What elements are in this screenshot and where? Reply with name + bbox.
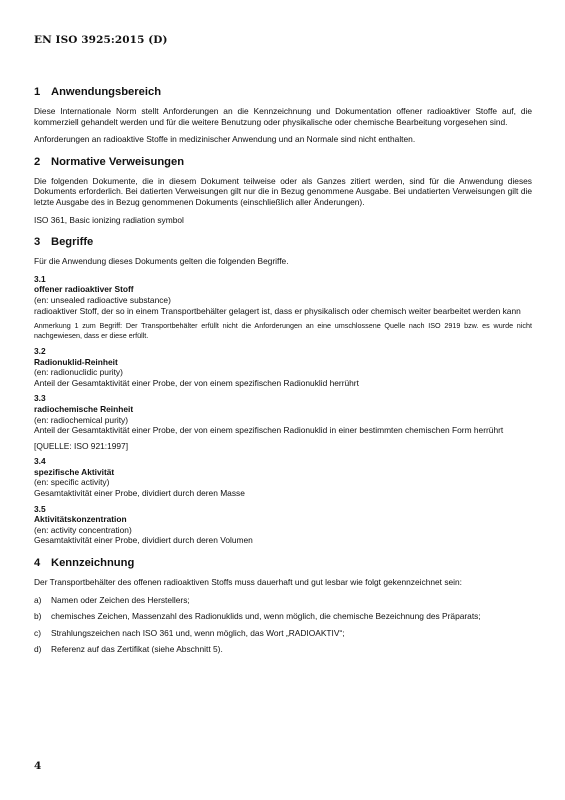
term-english: (en: activity concentration)	[34, 524, 132, 535]
list-text: Strahlungszeichen nach ISO 361 und, wenn möglich, das Wort „RADIOAKTIV“;	[51, 627, 345, 638]
section-3	[34, 236, 532, 546]
marking-list	[34, 595, 532, 655]
paragraph: ISO 361, Basic ionizing radiation symbol	[34, 214, 184, 225]
term-entry	[34, 456, 532, 498]
term-name: spezifische Aktivität	[34, 466, 115, 477]
term-name: radiochemische Reinheit	[34, 403, 134, 414]
section-4	[34, 557, 532, 655]
section-2	[34, 156, 532, 225]
list-item	[34, 595, 532, 606]
section-heading	[34, 557, 532, 570]
section-number: 2	[34, 155, 41, 168]
list-marker: b)	[34, 611, 42, 622]
list-item	[34, 611, 532, 622]
paragraph: Anforderungen an radioaktive Stoffe in medizinischer Anwendung und an Normale sind nicht enthalten.	[34, 134, 416, 145]
list-item	[34, 628, 532, 639]
term-english: (en: radionuclidic purity)	[34, 367, 123, 378]
paragraph: Diese Internationale Norm stellt Anforderungen an die Kennzeichnung und Dokumentation offener radioaktiver Stoffe auf, die kommerziell gehandelt werden und für die weitere Benutzung oder physikalische oder chemische Bearbeitung vorgesehen sind.	[34, 106, 532, 127]
section-number: 1	[34, 86, 41, 98]
section-intro: Für die Anwendung dieses Dokuments gelten die folgenden Begriffe.	[34, 256, 289, 267]
term-entry	[34, 504, 532, 546]
term-name: Aktivitätskonzentration	[34, 514, 127, 525]
list-marker: d)	[34, 644, 42, 655]
section-title: Begriffe	[51, 236, 94, 249]
section-heading	[34, 236, 532, 249]
section-number: 4	[34, 557, 41, 570]
term-number: 3.4	[34, 456, 46, 467]
term-definition: Gesamtaktivität einer Probe, dividiert durch deren Masse	[34, 488, 245, 499]
term-entry	[34, 346, 532, 388]
term-number: 3.1	[34, 273, 46, 284]
section-title: Anwendungsbereich	[51, 86, 162, 98]
document-body	[34, 86, 532, 666]
section-title: Kennzeichnung	[51, 557, 135, 570]
list-marker: a)	[34, 594, 42, 605]
document-header: EN ISO 3925:2015 (D)	[34, 34, 168, 46]
term-number: 3.5	[34, 503, 46, 514]
paragraph: Die folgenden Dokumente, die in diesem Dokument teilweise oder als Ganzes zitiert werden, sind für die Anwendung dieses Dokuments erforderlich. Bei datierten Verweisungen gilt nur die in Bezug genommene Ausgabe. Bei undatierten Verweisungen gilt die letzte Ausgabe des in Bezug genommenen Dokuments (einschließlich aller Änderungen).	[34, 175, 532, 207]
term-english: (en: radiochemical purity)	[34, 414, 129, 425]
section-intro: Der Transportbehälter des offenen radioaktiven Stoffs muss dauerhaft und gut lesbar wie folgt gekennzeichnet sein:	[34, 577, 463, 588]
term-english: (en: specific activity)	[34, 477, 110, 488]
section-heading	[34, 156, 532, 169]
term-number: 3.3	[34, 393, 46, 404]
term-source: [QUELLE: ISO 921:1997]	[34, 440, 129, 451]
page-number: 4	[34, 760, 42, 772]
section-heading	[34, 86, 532, 99]
list-item	[34, 644, 532, 655]
term-name: offener radioaktiver Stoff	[34, 284, 134, 295]
term-definition: Gesamtaktivität einer Probe, dividiert durch deren Volumen	[34, 535, 253, 546]
term-note: Anmerkung 1 zum Begriff: Der Transportbehälter erfüllt nicht die Anforderungen an eine umschlossene Quelle nach ISO 2919 bzw. es wurde nicht nachgewiesen, dass er diese erfüllt.	[34, 321, 532, 340]
term-definition: Anteil der Gesamtaktivität einer Probe, der von einem spezifischen Radionuklid in einer bestimmten chemischen Form herrührt	[34, 425, 504, 436]
list-text: Referenz auf das Zertifikat (siehe Abschnitt 5).	[51, 644, 223, 655]
term-number: 3.2	[34, 345, 46, 356]
term-definition: Anteil der Gesamtaktivität einer Probe, der von einem spezifischen Radionuklid herrührt	[34, 377, 359, 388]
term-entry	[34, 393, 532, 451]
section-title: Normative Verweisungen	[51, 155, 185, 168]
term-entry	[34, 274, 532, 340]
list-text: chemisches Zeichen, Massenzahl des Radionuklids und, wenn möglich, die chemische Bezeichnung des Präparats;	[51, 611, 481, 622]
list-text: Namen oder Zeichen des Herstellers;	[51, 594, 190, 605]
term-name: Radionuklid-Reinheit	[34, 356, 118, 367]
term-definition: radioaktiver Stoff, der so in einem Transportbehälter gelagert ist, dass er physikalisch oder chemisch weiter bearbeitet werden kann	[34, 305, 521, 316]
term-english: (en: unsealed radioactive substance)	[34, 294, 171, 305]
list-marker: c)	[34, 627, 41, 638]
section-number: 3	[34, 236, 41, 249]
section-1	[34, 86, 532, 145]
